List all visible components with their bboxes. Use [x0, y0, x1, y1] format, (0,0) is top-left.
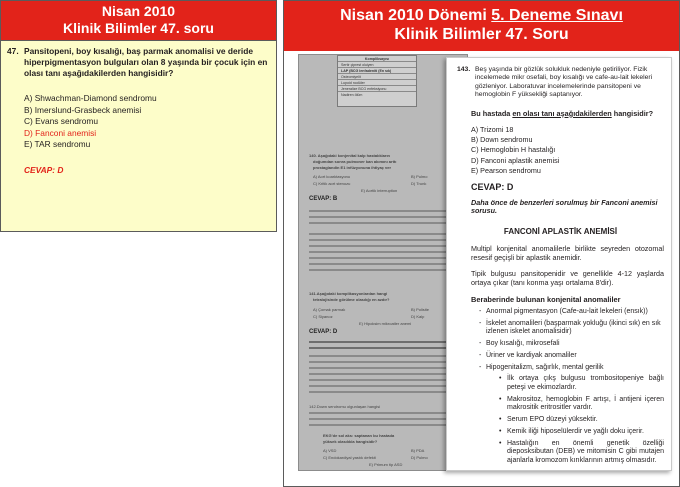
ask-underlined: en olası tanı aşağıdakilerden — [512, 108, 612, 118]
left-answer: CEVAP: D — [24, 164, 64, 175]
book-snippet: A) Çomak parmak — [313, 307, 346, 312]
anomaly-item: - Anormal pigmentasyon (Cafe-au-lait lekeleri (ensık)) — [479, 308, 664, 317]
book-text-line — [309, 239, 463, 241]
book-text-line — [309, 355, 463, 357]
section-paragraph-2: Tipik bulgusu pansitopenidir ve genellikle 4-12 yaşlarda ortaya çıkar (tanı konma yaşı ortalama 8'dir). — [471, 268, 664, 287]
book-text-line — [309, 361, 463, 363]
book-text-line — [309, 222, 463, 224]
book-text-line — [309, 418, 463, 420]
book-text-line — [309, 373, 463, 375]
explanation-content — [457, 66, 664, 469]
right-header-exam: 5. Deneme Sınavı — [491, 7, 623, 24]
book-snippet: D) Kalp — [411, 314, 425, 319]
left-option-c: C) Evans sendromu — [24, 116, 99, 126]
book-snippet: CEVAP: D — [309, 329, 338, 335]
book-snippet: B) Polisite — [411, 307, 430, 312]
sheet-option-e: E) Pearson sendromu — [471, 166, 541, 176]
book-snippet: A) Aort koarktasyonu — [313, 174, 351, 179]
anomalies-subtitle: Beraberinde bulunan konjenital anomaliler — [471, 294, 621, 304]
complication-table-row: Osteomiyelit — [338, 74, 416, 80]
sheet-question-text: Beş yaşında bir gözlük solukluk nedeniyle getiriliyor. Fizik incelemede mikr osefali, boy kısalığı ve cafe-au-lait lekeleri gözleniyor. Laboratuvar incelemelerinde pansitopeni ve hemoglobin F yüksekliği saptanıyor. — [475, 66, 653, 99]
left-option-e: E) TAR sendromu — [24, 139, 91, 149]
left-option-b: B) Imerslund-Grasbeck anemisi — [24, 104, 142, 115]
book-text-line — [309, 367, 463, 369]
book-text-line — [309, 385, 463, 387]
right-header-line1 — [284, 6, 679, 25]
book-snippet: D) Trunk — [411, 181, 427, 186]
book-text-line — [309, 341, 463, 343]
left-question-number: 47. — [7, 46, 19, 56]
left-header — [1, 1, 276, 41]
anomaly-item: - Üriner ve kardiyak anomaliler — [479, 352, 664, 361]
book-text-line — [309, 424, 463, 426]
book-text-line — [309, 412, 463, 414]
book-snippet: C) Kritik aort stenozu — [313, 181, 351, 186]
ask-prefix: Bu hastada — [471, 108, 513, 118]
sheet-option-c: C) Hemoglobin H hastalığı — [471, 145, 556, 155]
left-options-list — [24, 93, 270, 151]
section-paragraph-1: Multipl konjenital anomalilerle birlikte seyreden otozomal resesif geçişli bir aplastik anemidir. — [471, 243, 664, 262]
finding-item: • İlk ortaya çıkş bulgusu trombositopeniye bağlı peteşi ve ekimozlardır. — [499, 375, 664, 392]
book-snippet: 142.Down sendromu olgunlaşan hangisi — [309, 404, 381, 409]
left-header-year: Nisan 2010 — [101, 3, 176, 19]
left-question-text-row — [7, 46, 270, 79]
complication-table-row: Kompliksayısı — [338, 56, 416, 62]
book-snippet: yüksek olasılıkla hangisidir? — [323, 439, 378, 444]
book-snippet: E) Hipoksim mikroatler anemi — [359, 321, 412, 326]
book-snippet: tetralojisinde görülme olasılığı en azdır? — [313, 297, 390, 302]
finding-item: • Makrositoz, hemoglobin F artışı, İ antijeni içeren makrositik eritrositler vardır. — [499, 396, 664, 413]
book-text-line — [309, 216, 463, 218]
left-question — [7, 46, 270, 176]
sheet-question-number: 143. — [457, 66, 471, 73]
book-text-line — [309, 263, 463, 265]
right-header — [284, 1, 679, 51]
book-snippet: D) Pulmo — [411, 455, 428, 460]
sheet-question-ask — [471, 109, 664, 118]
right-explanation-panel — [283, 0, 680, 487]
book-snippet: 141.Aşağıdaki komplikasyonlardan hangi — [309, 291, 388, 296]
book-text-line — [309, 391, 463, 393]
book-snippet: 140. Aşağıdaki konjenital kalp hastalıkların — [309, 153, 390, 158]
sheet-option-d: D) Fanconi aplastik anemisi — [471, 155, 560, 165]
sheet-answer: CEVAP: D — [471, 181, 514, 192]
left-option-a: A) Shwachman-Diamond sendromu — [24, 93, 157, 103]
anomaly-item: - İskelet anomalileri (başparmak yokluğu (ikinci sık) en sık izlenen iskelet anomalisidir) — [479, 320, 664, 337]
anomalies-list — [479, 308, 664, 372]
book-text-line — [309, 251, 463, 253]
explanation-sheet — [446, 57, 672, 471]
book-snippet: E) Aortik interruption — [361, 188, 398, 193]
complication-table-row: Lupoid nodüler — [338, 80, 416, 86]
finding-item: • Serum EPO düzeyi yüksektir. — [499, 416, 664, 425]
left-option-d: D) Fanconi anemisi — [24, 127, 97, 138]
complication-table-row: LAP (BCG lenfadeniti (En sık) — [338, 68, 416, 74]
anomaly-item: - Boy kısalığı, mikrosefali — [479, 340, 664, 349]
complication-table-row: Sertir çiprest oluiyen — [338, 62, 416, 68]
book-text-line — [309, 379, 463, 381]
finding-item: • Hastalığın en önemli genetik özelliği dieposksibutan (DEB) ve mitomisin C gibi mutajen ajanlarla kromozom kırıklarının artmış olmasıdır. — [499, 440, 664, 466]
section-title: FANCONİ APLASTİK ANEMİSİ — [503, 226, 618, 236]
left-question-text: Pansitopeni, boy kısalığı, baş parmak anomalisi ve deride hiperpigmentasyon bulguları olan 8 yaşında bir çocuk için en olası tanı aşağıdakilerden hangisidir? — [24, 46, 268, 78]
findings-list — [499, 375, 664, 465]
left-header-title: Klinik Bilimler 47. soru — [63, 20, 214, 36]
finding-item: • Kemik iliği hiposelülerdir ve yağlı doku içerir. — [499, 428, 664, 437]
book-text-line — [309, 210, 463, 212]
book-text-line — [309, 257, 463, 259]
complication-table — [337, 55, 417, 107]
book-snippet: doğumdan sonra pulmoner kan akımını arttı — [313, 159, 397, 164]
sheet-option-b: B) Down sendromu — [471, 135, 533, 145]
background-book-page — [298, 54, 468, 471]
book-text-line — [309, 233, 463, 235]
book-snippet: C) Endokardiyal yastık defekti — [323, 455, 376, 460]
anomaly-item: - Hipogenitalizm, sağırlık, mental gerilik — [479, 364, 664, 373]
book-text-line — [309, 269, 463, 271]
sheet-question — [457, 66, 664, 100]
right-header-prefix: Nisan 2010 Dönemi — [340, 7, 492, 24]
sheet-note: Daha önce de benzerleri sorulmuş bir Fanconi anemisi sorusu. — [471, 197, 658, 216]
book-snippet: B) Pulmo — [411, 174, 428, 179]
complication-table-row: Jeneralize BCG enfeksiyonu — [338, 86, 416, 92]
book-snippet: prostaglandin E1 infüzyonuna ihtiyaç ver — [313, 165, 392, 170]
ask-suffix: hangisidir? — [611, 108, 654, 118]
left-question-panel — [0, 0, 277, 232]
book-snippet: A) VSD — [323, 448, 337, 453]
right-header-title: Klinik Bilimler 47. Soru — [394, 26, 569, 43]
book-text-line — [309, 245, 463, 247]
complication-table-row: Nadiren ölüm — [341, 93, 363, 97]
book-snippet: B) PDA — [411, 448, 425, 453]
book-snippet: CEVAP: B — [309, 196, 338, 202]
sheet-options-list — [471, 125, 664, 177]
book-snippet: E) Primum tip ASD — [369, 462, 403, 467]
book-snippet: EKG'de sol aks: saptanan bu hastada — [323, 433, 395, 438]
sheet-option-a: A) Trizomi 18 — [471, 124, 514, 134]
book-text-line — [309, 347, 463, 349]
book-snippet: C) Siyanoz — [313, 314, 333, 319]
